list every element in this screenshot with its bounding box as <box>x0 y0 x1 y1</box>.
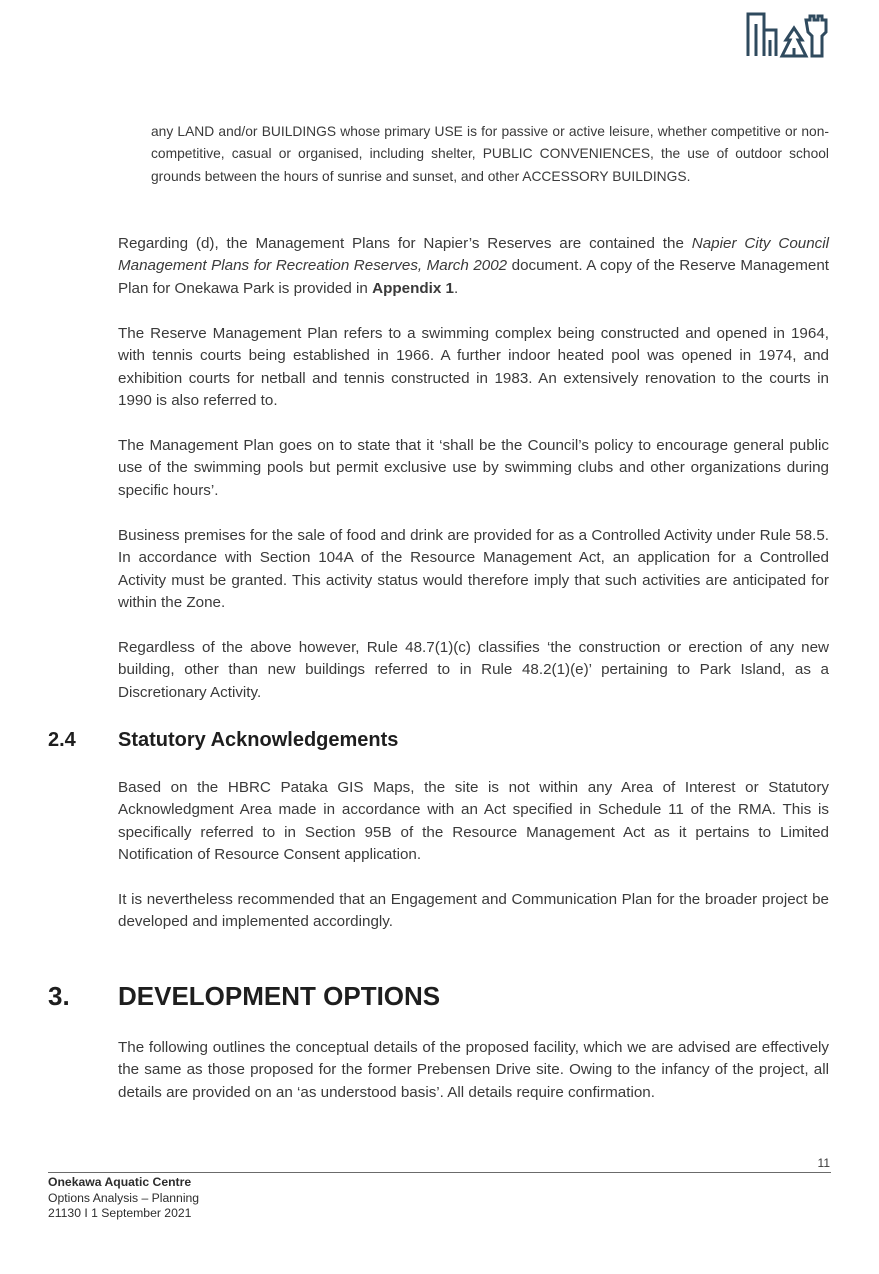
rule-definition-paragraph: any LAND and/or BUILDINGS whose primary USE is for passive or active leisure, whether competitive or non-competitive, casual or organised, including shelter, PUBLIC CONVENIENCES, the use of outdoor school grounds between the hours of sunrise and sunset, and other ACCESSORY BUILDINGS. <box>151 124 829 184</box>
section-number: 2.4 <box>48 729 76 751</box>
footer-reference: 21130 I 1 September 2021 <box>48 1206 192 1220</box>
discretionary-activity-paragraph: Regardless of the above however, Rule 48.7(1)(c) classifies ‘the construction or erection of any new building, other than new buildings referred to in Rule 48.2(1)(e)’ pertaining to Park Island, as a Discretionary Activity. <box>118 639 829 701</box>
section-heading-3 <box>48 981 440 1012</box>
reserve-history-paragraph: The Reserve Management Plan refers to a swimming complex being constructed and opened in 1964, with tennis courts being established in 1966. A further indoor heated pool was opened in 1974, and exhibition courts for netball and tennis constructed in 1983. An extensively renovation to the courts in 1990 is also referred to. <box>118 325 829 410</box>
council-policy-paragraph: The Management Plan goes on to state that it ‘shall be the Council’s policy to encourage general public use of the swimming pools but permit exclusive use by swimming clubs and other organizations during specific hours’. <box>118 437 829 499</box>
footer-title: Onekawa Aquatic Centre <box>48 1175 192 1189</box>
development-options-paragraph: The following outlines the conceptual details of the proposed facility, which we are advised are effectively the same as those proposed for the former Prebensen Drive site. Owing to the infancy of the project, all details are provided on an ‘as understood basis’. All details require confirmation. <box>118 1039 829 1101</box>
footer-subtitle: Options Analysis – Planning <box>48 1190 200 1205</box>
footer-divider <box>48 1172 831 1173</box>
page-number: 11 <box>817 1156 830 1170</box>
business-premises-paragraph: Business premises for the sale of food and drink are provided for as a Controlled Activity under Rule 58.5. In accordance with Section 104A of the Resource Management Act, an application for a Controlled Activity must be granted. This activity status would therefore imply that such activities are anticipated for within the Zone. <box>118 527 829 612</box>
statutory-acknowledgement-paragraph: Based on the HBRC Pataka GIS Maps, the site is not within any Area of Interest or Statutory Acknowledgment Area made in accordance with an Act specified in Schedule 11 of the RMA. This is specifically referred to in Section 95B of the Resource Management Act as it pertains to Limited Notification of Resource Consent application. <box>118 779 829 864</box>
section-title: Statutory Acknowledgements <box>118 729 399 751</box>
section-heading-2-4 <box>48 729 398 752</box>
paragraph-text: . <box>453 279 459 297</box>
paragraph-text: document. A copy of the Reserve Management Plan for Onekawa Park is provided in <box>118 257 830 297</box>
section-number: 3. <box>48 981 70 1011</box>
company-logo <box>746 10 828 58</box>
management-plans-paragraph <box>118 233 829 300</box>
engagement-plan-paragraph: It is nevertheless recommended that an Engagement and Communication Plan for the broader project be developed and implemented accordingly. <box>118 891 829 931</box>
section-title: DEVELOPMENT OPTIONS <box>118 981 441 1011</box>
document-title: Napier City Council Management Plans for Recreation Reserves, March 2002 <box>118 235 830 275</box>
footer <box>48 1175 199 1222</box>
paragraph-text: Regarding (d), the Management Plans for Napier’s Reserves are contained the <box>118 235 692 252</box>
appendix-reference: Appendix 1 <box>372 279 454 297</box>
